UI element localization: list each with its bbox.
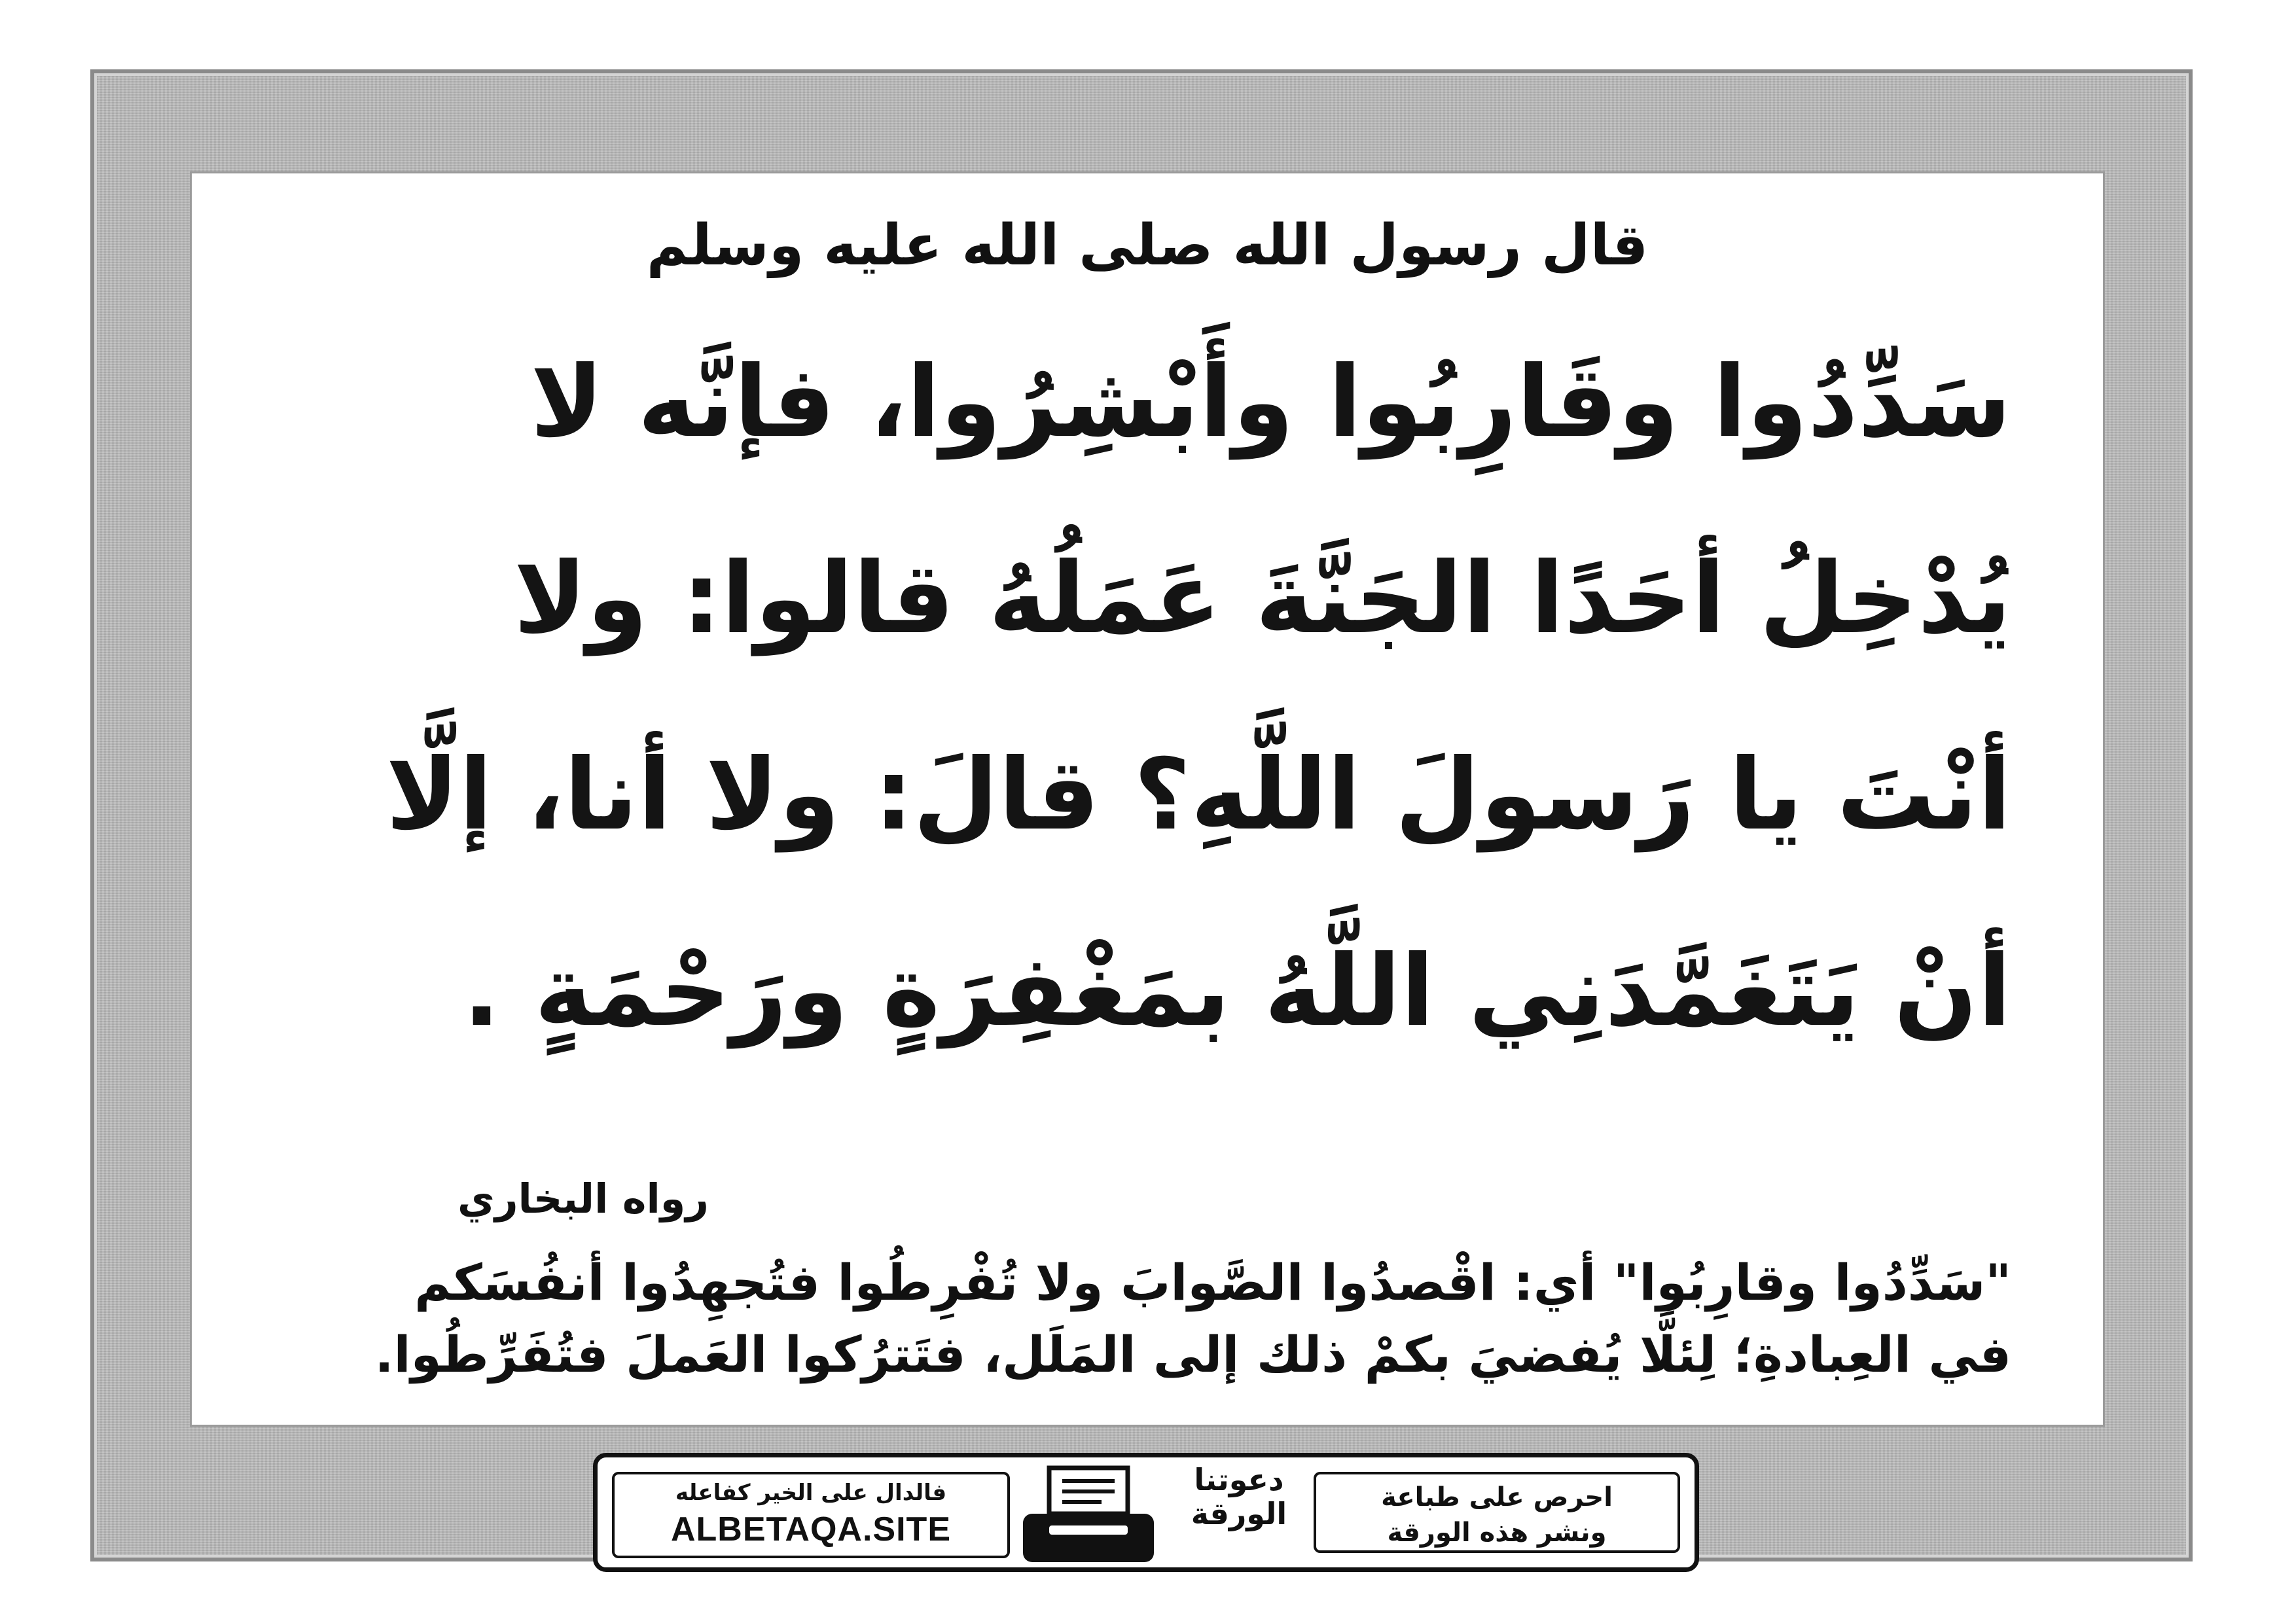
appeal-line: ونشر هذه الورقة [1387, 1518, 1607, 1548]
site-link[interactable]: ALBETAQA.SITE [670, 1510, 952, 1548]
logo [1174, 1463, 1304, 1567]
explanation-text [283, 1247, 2011, 1391]
printer-icon [1016, 1463, 1160, 1567]
hadith-text [283, 304, 2011, 1090]
hadith-source: رواه البخاري [457, 1175, 709, 1222]
appeal-line: احرص على طباعة [1381, 1482, 1613, 1512]
hadith-line: يُدْخِلُ أحَدًا الجَنَّةَ عَمَلُهُ قالوا: ولا [513, 542, 2011, 656]
explanation-line: "سَدِّدُوا وقارِبُوا" أي: اقْصدُوا الصَّوابَ ولا تُفْرِطُوا فتُجهِدُوا أنفُسَكم [414, 1253, 2011, 1311]
appeal-box [1314, 1472, 1680, 1553]
site-box [612, 1472, 1010, 1558]
tagline: فالدال على الخير كفاعله [675, 1480, 947, 1506]
content-panel [190, 171, 2105, 1427]
logo-text: دعوتنا [1194, 1462, 1284, 1497]
attribution-heading: قال رسول الله صلى الله عليه وسلم [646, 213, 1649, 278]
explanation-line: في العِبادةِ؛ لِئلَّا يُفضيَ بكمْ ذلك إلى المَلَل، فتَترُكوا العَملَ فتُفَرِّطُوا. [374, 1325, 2011, 1383]
printer-icon-graphic [1016, 1463, 1160, 1567]
logo-text: الورقة [1191, 1496, 1287, 1531]
footer-banner [593, 1453, 1699, 1572]
hadith-line: أنْ يَتَغَمَّدَنِي اللَّهُ بمَغْفِرَةٍ ورَحْمَةٍ . [463, 935, 2011, 1048]
hadith-line: سَدِّدُوا وقَارِبُوا وأَبْشِرُوا، فإنَّه لا [530, 346, 2011, 459]
hadith-line: أنْتَ يا رَسولَ اللَّهِ؟ قالَ: ولا أنا، إلَّا [386, 738, 2011, 852]
